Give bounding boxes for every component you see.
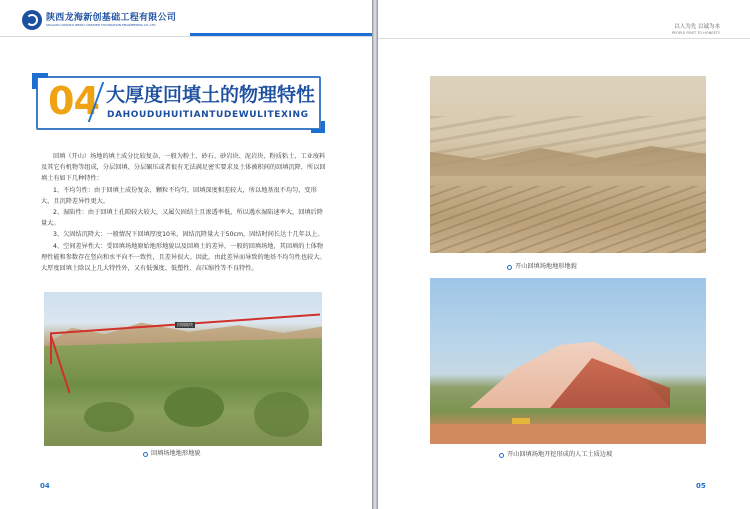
excavated-slope-photo xyxy=(430,278,706,444)
title-corner-accent xyxy=(311,121,325,133)
title-corner-accent xyxy=(32,73,48,89)
slogan-en: PEOPLE FIRST TO HONESTY xyxy=(671,31,720,35)
slogan-cn: 以人为先 以诚为本 xyxy=(674,24,720,30)
paragraph: 1、不均匀性：由于回填土成份复杂，颗粒不均匀，回填深度相差较大，所以地基很不均匀，变形大，且沉降差异性更大。 xyxy=(41,186,317,205)
photo-label: 回填地块 xyxy=(177,322,193,327)
paragraph: 3、欠固结沉降大：一般情况下回填厚度10米，固结沉降量大于50cm，固结时间长达十几年以上。 xyxy=(53,231,324,239)
company-logo xyxy=(22,10,176,30)
photo-vegetation xyxy=(254,392,309,437)
bullet-circle-icon xyxy=(143,452,148,457)
photo-tracks xyxy=(430,186,706,253)
slogan xyxy=(672,24,720,36)
company-name-en: SHAANXI LONGHAI NEWLY CREATED FOUNDATION ENGINEERING CO.,LTD xyxy=(46,23,156,27)
caption-text: 开山回填场地地形地貌 xyxy=(515,263,577,270)
body-text xyxy=(41,151,327,274)
right-page xyxy=(378,0,750,509)
photo-caption xyxy=(499,451,612,459)
header-divider xyxy=(378,38,750,39)
photo-caption xyxy=(507,263,577,271)
paragraph: 回填（开山）场地的填土成分比较复杂，一般为粉土、砂石、砂岩块、泥岩块、粉质粘土、工业废料及其它有机物等组成，分层回填、分层碾压或者很有无法满足密实要求及土体被积间的回填沉降，所以回填土有如下几种特性： xyxy=(41,153,326,183)
page-number: 05 xyxy=(696,482,706,490)
bullet-circle-icon xyxy=(499,453,504,458)
header-divider xyxy=(0,36,372,37)
section-title-pinyin: DAHOUDUHUITIANTUDEWULITEXING xyxy=(107,110,309,120)
left-page xyxy=(0,0,372,509)
photo-caption xyxy=(143,450,201,458)
company-logo-icon xyxy=(22,10,42,30)
caption-text: 开山回填场地开挖形成的人工土质边坡 xyxy=(507,451,613,458)
backfill-site-photo xyxy=(44,292,322,446)
bullet-circle-icon xyxy=(507,265,512,270)
header-accent-bar xyxy=(190,33,372,36)
section-title: 大厚度回填土的物理特性 xyxy=(106,84,316,106)
photo-vegetation xyxy=(164,387,224,427)
page-number: 04 xyxy=(40,482,50,490)
mountain-backfill-site-photo xyxy=(430,76,706,253)
photo-machine xyxy=(512,418,530,424)
section-number: 04 xyxy=(48,79,99,123)
company-name: 陕西龙海新创基础工程有限公司 xyxy=(46,13,177,23)
caption-text: 回填场地地形地貌 xyxy=(151,450,201,457)
paragraph: 4、空间差异性大：受回填场地原始地形地貌以及回填土的差异，一般的回填场地，其回填的土体物理性能和参数存在竖向和水平向不一致性，且差异很大。因此，由此差异而导致的地基不均匀性也较大。大厚度回填土除以上几大特性外，又有低强度、低塑性、高压缩性等不良特性。 xyxy=(41,242,326,273)
photo-vegetation xyxy=(84,402,134,432)
photo-ground xyxy=(430,424,706,444)
paragraph: 2、湿陷性：由于回填土孔隙较大较大，又属欠固结土且渗透率低，所以遇水湿陷速率大，回填后降量大。 xyxy=(41,209,323,228)
